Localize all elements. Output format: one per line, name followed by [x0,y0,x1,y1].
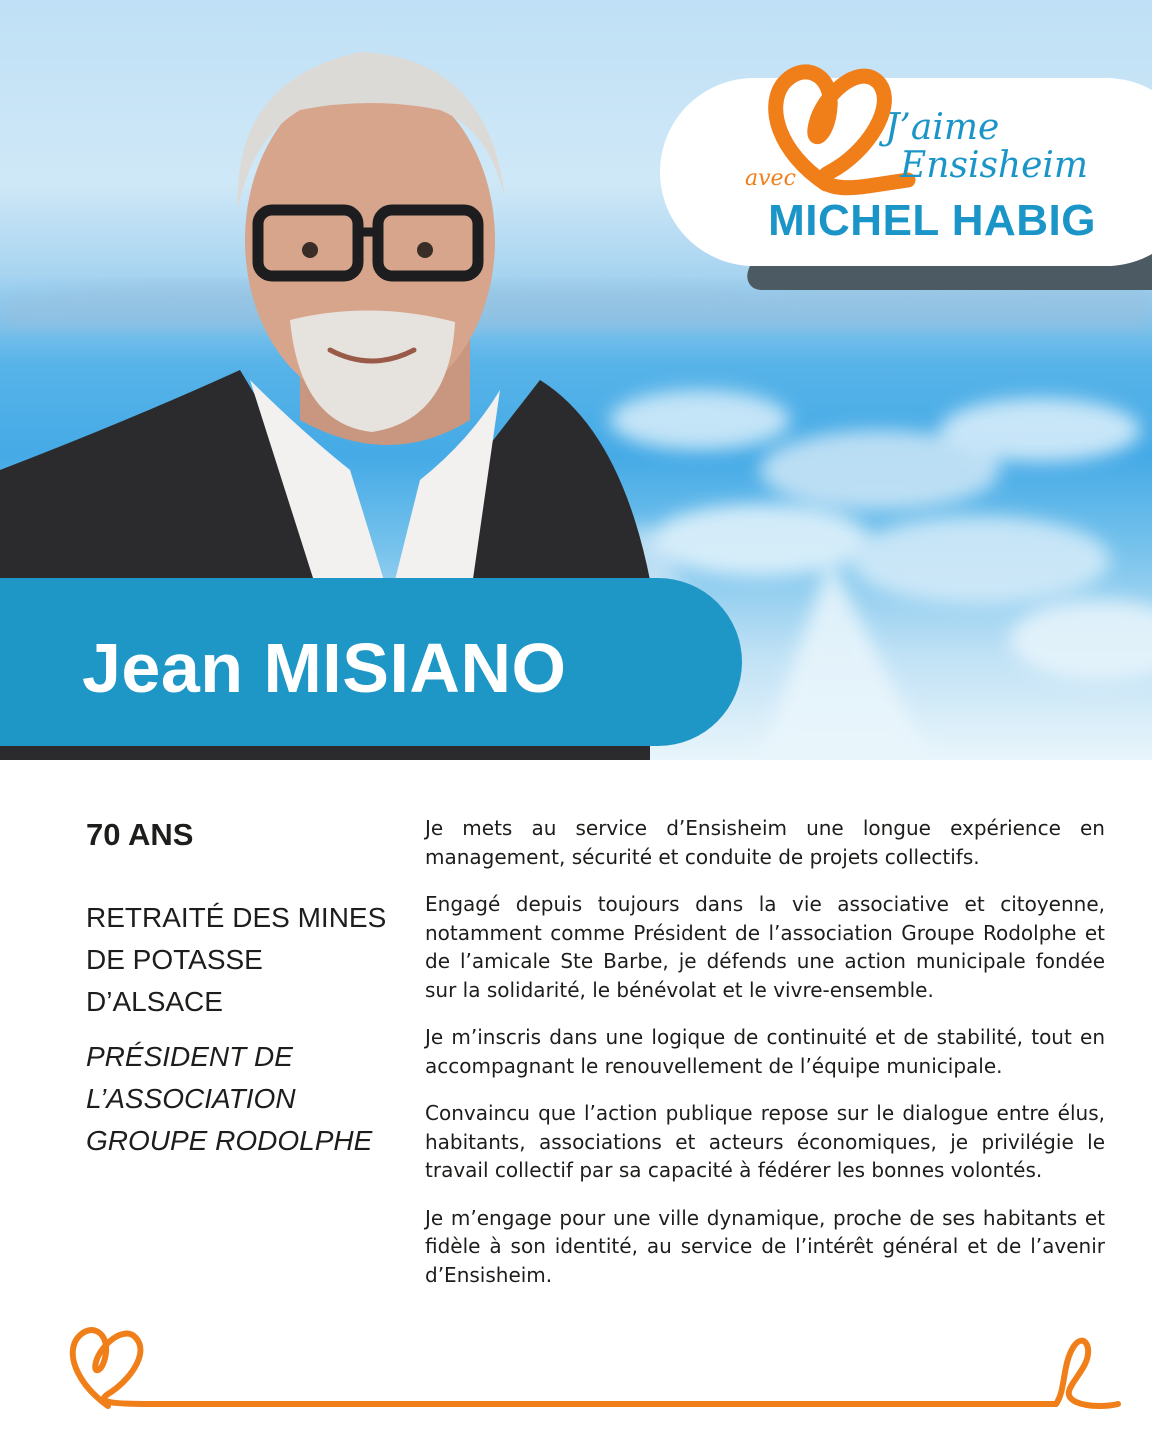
candidate-bio [425,814,1105,1308]
role-line: GROUPE RODOLPHE [86,1125,373,1157]
candidate-profession [86,897,406,1023]
bio-paragraph: Convaincu que l’action publique repose sur le dialogue entre élus, habitants, associations et acteurs économiques, je privilégie le travail collectif par sa capacité à fédérer les bonnes volontés. [425,1101,1105,1182]
footer-ribbon [0,1310,1152,1440]
profession-line: DE POTASSE D’ALSACE [86,944,263,1018]
candidate-name: Jean MISIANO [82,629,567,707]
bio-paragraph: Je mets au service d’Ensisheim une longue expérience en management, sécurité et conduite de projets collectifs. [425,816,1105,869]
candidate-role [86,1036,406,1162]
tagline-line1: J’aime [885,107,1000,148]
with-word: avec [745,166,796,191]
bio-paragraph: Je m’inscris dans une logique de continuité et de stabilité, tout en accompagnant le renouvellement de l’équipe municipale. [425,1025,1105,1078]
candidate-age: 70 ANS [86,817,194,852]
tagline-line2: Ensisheim [900,145,1089,186]
bio-paragraph: Engagé depuis toujours dans la vie associative et citoyenne, notamment comme Président de l’association Groupe Rodolphe et de l’amicale Ste Barbe, je défends une action municipale fondée sur la solidarité, le bénévolat et le vivre-ensemble. [425,892,1105,1002]
profession-line: RETRAITÉ DES MINES [86,902,387,934]
role-line: PRÉSIDENT DE [86,1041,293,1073]
role-line: L’ASSOCIATION [86,1083,296,1115]
candidate-summary [86,816,406,1162]
bio-paragraph: Je m’engage pour une ville dynamique, proche de ses habitants et fidèle à son identité, au service de l’intérêt général et de l’avenir d’Ensisheim. [425,1205,1105,1287]
loop-footer-icon [1056,1341,1118,1406]
leader-name: MICHEL HABIG [768,196,1096,245]
heart-footer-icon [73,1330,150,1406]
